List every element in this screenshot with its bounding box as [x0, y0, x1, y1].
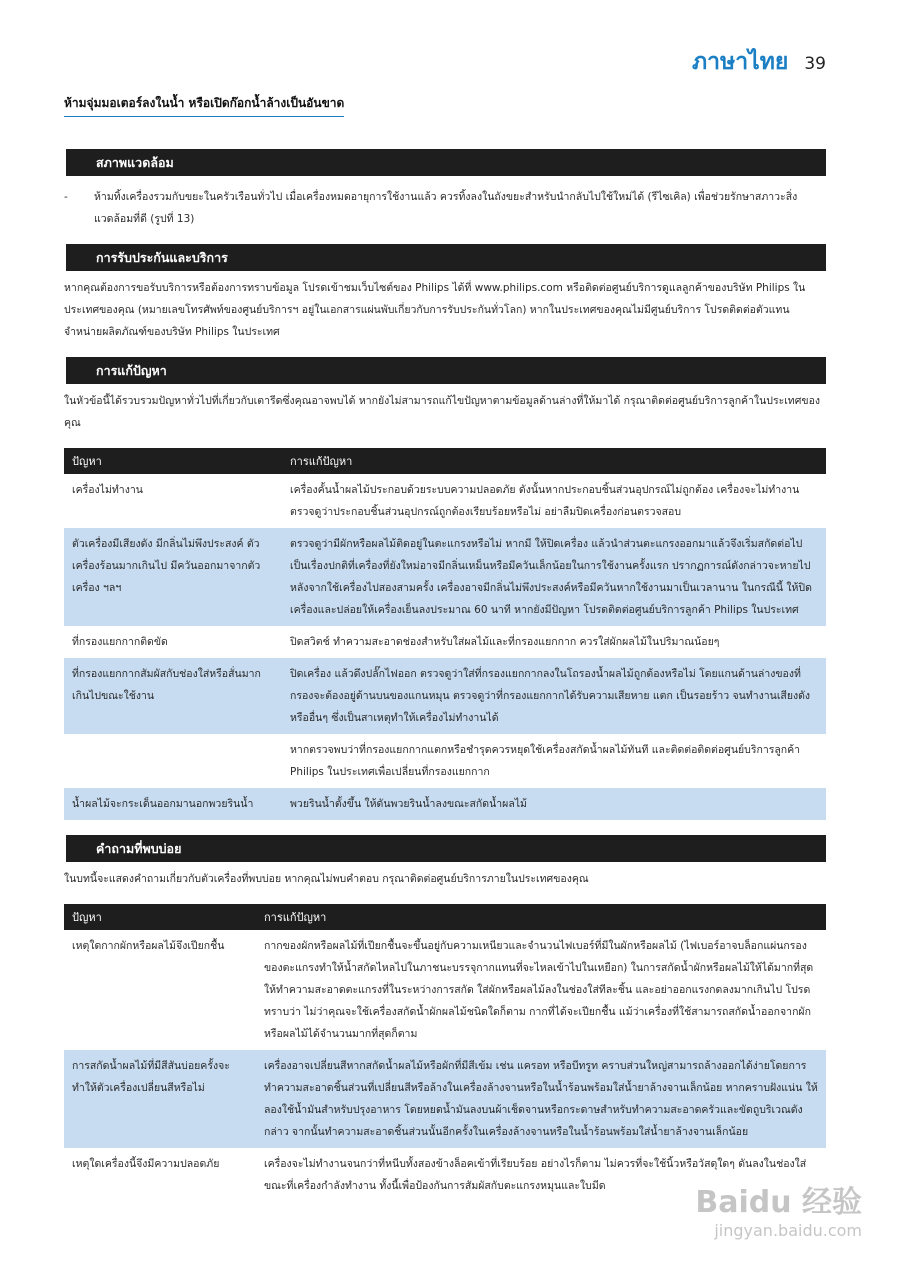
page-number: 39 [804, 54, 826, 74]
section-environment-title: สภาพแวดล้อม [66, 149, 826, 176]
col-solution-header: การแก้ปัญหา [256, 904, 826, 930]
environment-bullet-text: ห้ามทิ้งเครื่องรวมกับขยะในครัวเรือนทั่วไป เมื่อเครื่องหมดอายุการใช้งานแล้ว ควรทิ้งลงในถังขยะสำหรับนำกลับไปใช้ใหม่ได้ (รีไซเคิล) เพื่อช่วยรักษาสภาวะสิ่งแวดล้อมที่ดี (รูปที่ 13) [94, 191, 798, 225]
problem-cell: เครื่องไม่ทำงาน [72, 484, 143, 496]
table-row [64, 788, 826, 820]
faq-intro: ในบทนี้จะแสดงคำถามเกี่ยวกับตัวเครื่องที่พบบ่อย หากคุณไม่พบคำตอบ กรุณาติดต่อศูนย์บริการภายในประเทศของคุณ [64, 873, 589, 885]
section-warranty-title: การรับประกันและบริการ [66, 244, 826, 271]
section-faq-title: คำถามที่พบบ่อย [66, 835, 826, 862]
table-row [64, 1050, 826, 1148]
table-row [64, 930, 826, 1050]
language-title: ภาษาไทย [692, 49, 789, 75]
problem-cell: ที่กรองแยกกากสัมผัสกับช่องใส่หรือสั่นมากเกินไปขณะใช้งาน [64, 658, 282, 734]
table-row [64, 734, 826, 788]
problem-cell: เหตุใดกากผักหรือผลไม้จึงเปียกชื้น [72, 940, 225, 952]
solution-cell: ปิดเครื่อง แล้วดึงปลั๊กไฟออก ตรวจดูว่าใส่ที่กรองแยกกากลงในโถรองน้ำผลไม้ถูกต้องหรือไม่ โดยแกนด้านล่างของที่กรองจะต้องอยู่ด้านบนของแกนหมุน ตรวจดูว่าที่กรองแยกกากได้รับความเสียหาย แตก เป็นรอยร้าว จนทำงานเสียงดัง หรืออื่นๆ ซึ่งเป็นสาเหตุทำให้เครื่องไม่ทำงานได้ [282, 658, 826, 734]
warning-note: ห้ามจุ่มมอเตอร์ลงในน้ำ หรือเปิดก๊อกน้ำล้างเป็นอันขาด [64, 94, 344, 117]
solution-cell: เครื่องจะไม่ทำงานจนกว่าที่หนีบทั้งสองข้างล็อคเข้าที่เรียบร้อย อย่างไรก็ตาม ไม่ควรที่จะใช้นิ้วหรือวัสดุใดๆ ดันลงในช่องใส่ขณะที่เครื่องกำลังทำงาน ทั้งนี้เพื่อป้องกันการสัมผัสกับตะแกรงหมุนและใบมีด [264, 1158, 807, 1192]
problem-cell: น้ำผลไม้จะกระเด็นออกมานอกพวยรินน้ำ [64, 788, 282, 820]
solution-cell: พวยรินน้ำตั้งขึ้น ให้ดันพวยรินน้ำลงขณะสกัดน้ำผลไม้ [282, 788, 826, 820]
table-row [64, 474, 826, 528]
environment-bullet [64, 186, 826, 230]
solution-cell: เครื่องอาจเปลี่ยนสีหากสกัดน้ำผลไม้หรือผักที่มีสีเข้ม เช่น แครอท หรือบีทรูท คราบส่วนใหญ่สามารถล้างออกได้ง่ายโดยการทำความสะอาดชิ้นส่วนที่เปลี่ยนสีหรือล้างในเครื่องล้างจานหรือในน้ำร้อนพร้อมใส่น้ำยาล้างจานเล็กน้อย หากคราบฝังแน่น ให้ลองใช้น้ำมันสำหรับปรุงอาหาร โดยหยดน้ำมันลงบนผ้าเช็ดจานหรือกระดาษสำหรับทำความสะอาดครัวและขัดถูบริเวณดังกล่าว จากนั้นทำความสะอาดชิ้นส่วนนั้นอีกครั้งในเครื่องล้างจานหรือในน้ำร้อนพร้อมใส่น้ำยาล้างจานเล็กน้อย [256, 1050, 826, 1148]
problem-cell: เหตุใดเครื่องนี้จึงมีความปลอดภัย [72, 1158, 220, 1170]
problem-cell: ที่กรองแยกกากติดขัด [72, 636, 168, 648]
problem-cell: ตัวเครื่องมีเสียงดัง มีกลิ่นไม่พึงประสงค์ ตัวเครื่องร้อนมากเกินไป มีควันออกมาจากตัวเครื่อง ฯลฯ [64, 528, 282, 626]
table-row [64, 658, 826, 734]
solution-cell: ตรวจดูว่ามีผักหรือผลไม้ติดอยู่ในตะแกรงหรือไม่ หากมี ให้ปิดเครื่อง แล้วนำส่วนตะแกรงออกมาแล้วจึงเริ่มสกัดต่อไป เป็นเรื่องปกติที่เครื่องที่ยังใหม่อาจมีกลิ่นเหม็นหรือมีควันเล็กน้อยในการใช้งานครั้งแรก ปรากฏการณ์ดังกล่าวจะหายไปหลังจากใช้เครื่องไปสองสามครั้ง เครื่องอาจมีกลิ่นไม่พึงประสงค์หรือมีควันหากใช้งานมาเป็นเวลานาน ในกรณีนี้ ให้ปิดเครื่องและปล่อยให้เครื่องเย็นลงประมาณ 60 นาที หากยังมีปัญหา โปรดติดต่อศูนย์บริการลูกค้า Philips ในประเทศ [282, 528, 826, 626]
col-problem-header: ปัญหา [64, 904, 256, 930]
problem-cell [64, 734, 282, 788]
page-header [692, 44, 826, 80]
problem-cell: การสกัดน้ำผลไม้ที่มีสีสันบ่อยครั้งจะทำให้ตัวเครื่องเปลี่ยนสีหรือไม่ [64, 1050, 256, 1148]
solution-cell: ปิดสวิตช์ ทำความสะอาดช่องสำหรับใส่ผลไม้และที่กรองแยกกาก ควรใส่ผักผลไม้ในปริมาณน้อยๆ [290, 636, 720, 648]
faq-table [64, 904, 826, 1202]
solution-cell: เครื่องคั้นน้ำผลไม้ประกอบด้วยระบบความปลอดภัย ดังนั้นหากประกอบชิ้นส่วนอุปกรณ์ไม่ถูกต้อง เครื่องจะไม่ทำงาน ตรวจดูว่าประกอบชิ้นส่วนอุปกรณ์ถูกต้องเรียบร้อยหรือไม่ อย่าลืมปิดเครื่องก่อนตรวจสอบ [290, 484, 800, 518]
col-solution-header: การแก้ปัญหา [282, 448, 826, 474]
solution-cell: กากของผักหรือผลไม้ที่เปียกชื้นจะขึ้นอยู่กับความเหนียวและจำนวนไฟเบอร์ที่มีในผักหรือผลไม้ (ไฟเบอร์อาจบล็อกแผ่นกรองของตะแกรงทำให้น้ำสกัดไหลไปในภาชนะบรรจุกากแทนที่จะไหลเข้าไปในเหยือก) ในการสกัดน้ำผักหรือผลไม้ให้ได้มากที่สุด ให้ทำความสะอาดตะแกรงที่ในระหว่างการสกัด ใส่ผักหรือผลไม้ลงในช่องใส่ทีละชิ้น และอย่าออกแรงกดลงมากเกินไป โปรดทราบว่า ไม่ว่าคุณจะใช้เครื่องสกัดน้ำผักผลไม้ชนิดใดก็ตาม กากที่ได้จะเปียกชื้น แม้ว่าเครื่องที่ใช้สามารถสกัดน้ำออกจากผักหรือผลไม้ได้จำนวนมากที่สุดก็ตาม [264, 940, 814, 1040]
page-content [64, 92, 826, 1217]
troubleshooting-intro: ในหัวข้อนี้ได้รวบรวมปัญหาทั่วไปที่เกี่ยวกับเตารีดซึ่งคุณอาจพบได้ หากยังไม่สามารถแก้ไขปัญหาตามข้อมูลด้านล่างที่ให้มาได้ กรุณาติดต่อศูนย์บริการลูกค้าในประเทศของคุณ [64, 395, 821, 429]
table-header-row [64, 448, 826, 474]
watermark [695, 1177, 862, 1240]
warranty-text: หากคุณต้องการขอรับบริการหรือต้องการทราบข้อมูล โปรดเข้าชมเว็บไซต์ของ Philips ได้ที่ www.philips.com หรือติดต่อศูนย์บริการดูแลลูกค้าของบริษัท Philips ในประเทศของคุณ (หมายเลขโทรศัพท์ของศูนย์บริการฯ อยู่ในเอกสารแผ่นพับเกี่ยวกับการรับประกันทั่วโลก) หากในประเทศของคุณไม่มีศูนย์บริการ โปรดติดต่อตัวแทนจำหน่ายผลิตภัณฑ์ของบริษัท Philips ในประเทศ [64, 282, 806, 338]
table-row [64, 626, 826, 658]
watermark-logo: Baidu 经验 [695, 1185, 862, 1220]
col-problem-header: ปัญหา [64, 448, 282, 474]
table-header-row [64, 904, 826, 930]
troubleshooting-table [64, 448, 826, 820]
solution-cell: หากตรวจพบว่าที่กรองแยกกากแตกหรือชำรุดควรหยุดใช้เครื่องสกัดน้ำผลไม้ทันที และติดต่อติดต่อศูนย์บริการลูกค้า Philips ในประเทศเพื่อเปลี่ยนที่กรองแยกกาก [290, 744, 801, 778]
watermark-url: jingyan.baidu.com [714, 1221, 862, 1240]
bullet-mark: - [64, 191, 68, 203]
section-troubleshooting-title: การแก้ปัญหา [66, 357, 826, 384]
table-row [64, 528, 826, 626]
